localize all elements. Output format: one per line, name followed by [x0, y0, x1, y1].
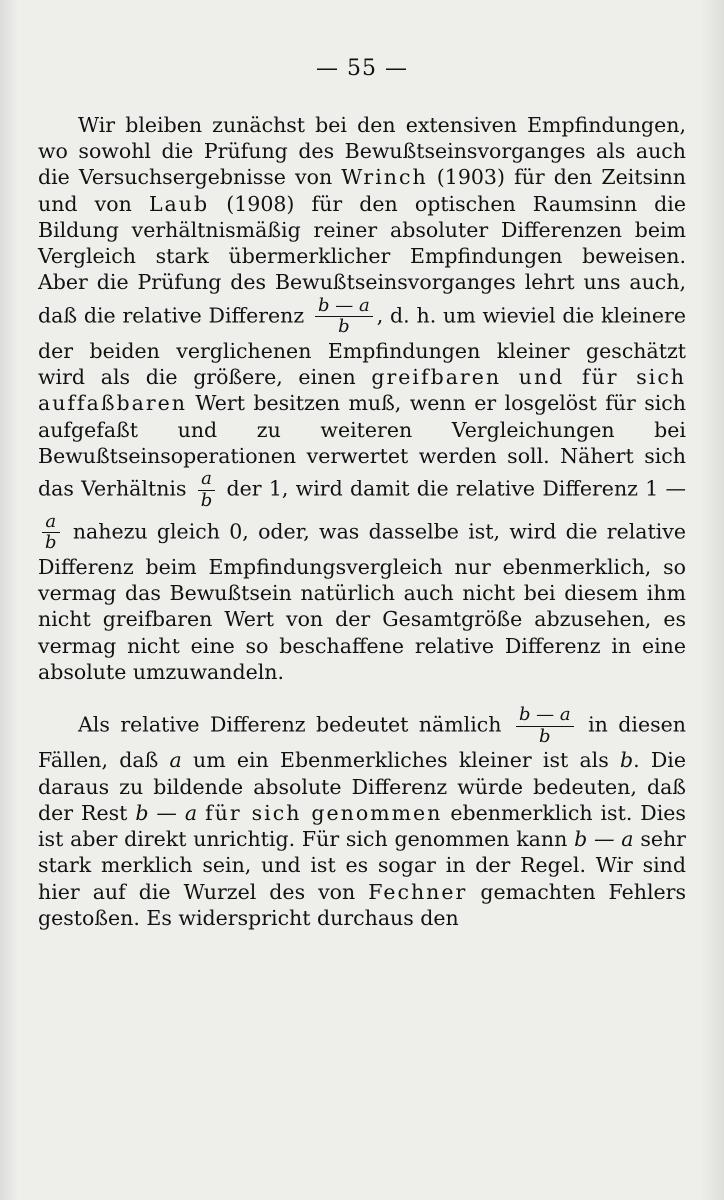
emphasized-text: greifbaren und für sich auffaßbaren — [38, 365, 687, 416]
fraction-numerator: b — a — [516, 705, 574, 727]
author-name-laub: Laub — [148, 191, 210, 216]
fraction — [516, 705, 574, 747]
text-run: , d. h. um wieviel die kleinere der beiden verglichenen Empfindungen kleiner geschätzt wird als die größere, einen — [38, 303, 686, 390]
text-run: der 1, wird damit die relative Differenz 1 — — [226, 476, 686, 501]
text-run: nahezu gleich 0, oder, was dasselbe ist, wird die relative Differenz beim Empfindungsvergleich nur ebenmerklich, so vermag das Bewußtsein natürlich auch nicht bei diesem ihm nicht greifbaren Wert von der Gesamtgröße abzusehen, es vermag nicht eine so beschaffene relative Differenz in eine absolute umzuwandeln. — [38, 519, 686, 684]
text-run: (1908) für den optischen Raumsinn die Bildung verhältnismäßig reiner absoluter Differenzen beim Vergleich stark übermerklicher Empfindungen beweisen. Aber die Prüfung des Bewußtseinsvorganges lehrt uns auch, daß die relative Differenz — [38, 191, 686, 328]
paragraph-1 — [38, 112, 686, 685]
fraction-denominator: b — [45, 532, 57, 554]
fraction-denominator: b — [539, 725, 551, 747]
math-variable: a — [169, 748, 182, 773]
text-run: . Die daraus zu bildende absolute Differenz würde bedeuten, daß der Rest — [38, 748, 686, 825]
author-name-fechner: Fechner — [368, 879, 468, 904]
author-name-wrinch: Wrinch — [341, 165, 428, 190]
fraction-numerator: a — [198, 469, 216, 491]
text-run: um ein Ebenmerkliches kleiner ist als — [193, 748, 609, 773]
fraction-numerator: b — a — [315, 296, 373, 318]
paragraph-2 — [38, 705, 686, 931]
page-number: — 55 — — [316, 56, 408, 81]
text-run: Wir bleiben zunächst bei den extensiven Empfindungen, wo sowohl die Prüfung des Bewußtseinsvorganges als auch die Versuchsergebnisse von — [38, 113, 686, 190]
emphasized-text: für sich genommen — [205, 800, 443, 825]
text-run: in diesen Fällen, daß — [38, 712, 686, 773]
text-run: Als relative Differenz bedeutet nämlich — [78, 712, 502, 737]
text-run: gemachten Fehlers gestoßen. Es widerspricht durchaus den — [38, 879, 686, 930]
math-expression: b — a — [135, 800, 198, 825]
fraction — [42, 512, 60, 554]
math-variable: b — [619, 748, 634, 773]
text-run: ebenmerklich ist. Dies ist aber direkt unrichtig. Für sich genommen kann — [38, 800, 686, 852]
fraction-denominator: b — [200, 489, 213, 511]
text-run: sehr stark merklich sein, und ist es sogar in der Regel. Wir sind hier auf die Wurzel des von — [38, 827, 686, 904]
math-expression: b — a — [574, 827, 634, 852]
text-run: (1903) für den Zeitsinn und von — [38, 165, 686, 216]
body-text — [38, 112, 686, 951]
fraction — [315, 296, 373, 338]
fraction-denominator: b — [338, 316, 350, 338]
fraction-numerator: a — [42, 512, 60, 534]
text-run: Wert besitzen muß, wenn er losgelöst für sich aufgefaßt und zu weiteren Vergleichungen bei Bewußtseinsoperationen verwertet werden soll. Nähert sich das Verhältnis — [38, 391, 686, 501]
fraction — [198, 469, 216, 511]
